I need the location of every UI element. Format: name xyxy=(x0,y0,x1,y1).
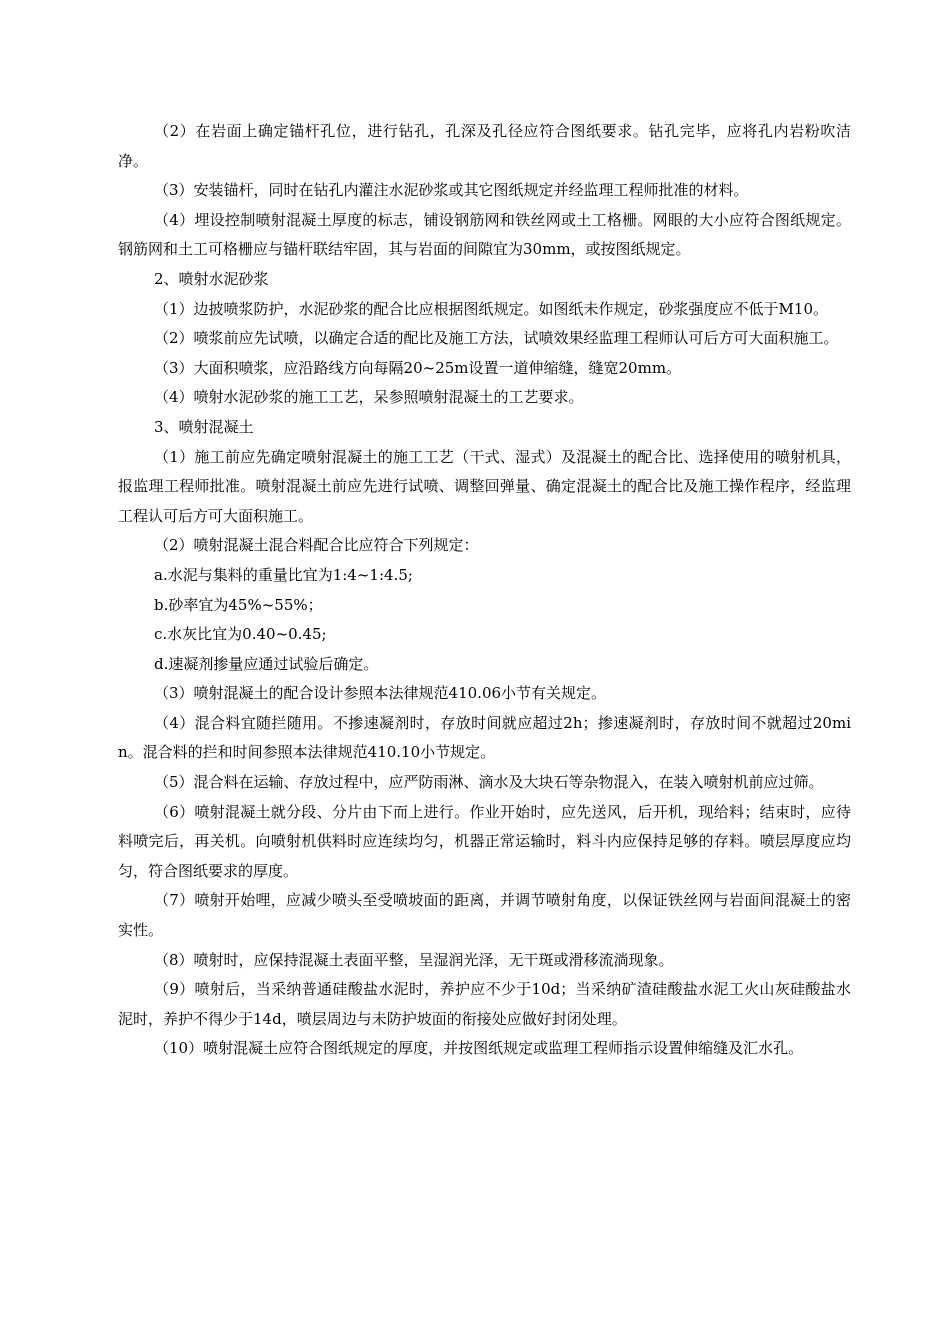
list-item-d: d.速凝剂掺量应通过试验后确定。 xyxy=(154,654,379,673)
paragraph-concrete-9: （9）喷射后，当采纳普通硅酸盐水泥时，养护应不少于10d；当采纳矿渣硅酸盐水泥工火山灰硅酸盐水泥时，养护不得少于14d，喷层周边与未防护坡面的衔接处应做好封闭处理。 xyxy=(118,980,851,1028)
paragraph-concrete-8: （8）喷射时，应保持混凝土表面平整，呈湿润光泽，无干斑或滑移流淌现象。 xyxy=(154,950,674,969)
paragraph-mortar-2: （2）喷浆前应先试喷，以确定合适的配比及施工方法，试喷效果经监理工程师认可后方可大面积施工。 xyxy=(154,329,839,348)
paragraph-concrete-7: （7）喷射开始哩，应减少喷头至受喷坡面的距离，并调节喷射角度，以保证铁丝网与岩面间混凝土的密实性。 xyxy=(118,891,851,940)
section-heading-concrete: 3、喷射混凝土 xyxy=(154,417,254,436)
list-item-c: c.水灰比宜为0.40~0.45; xyxy=(154,625,327,644)
paragraph-step-3: （3）安装锚杆，同时在钻孔内灌注水泥砂浆或其它图纸规定并经监理工程师批准的材料。 xyxy=(154,181,749,200)
paragraph-concrete-1: （1）施工前应先确定喷射混凝土的施工工艺（干式、湿式）及混凝土的配合比、选择使用的喷射机具，报监理工程师批准。喷射混凝土前应先进行试喷、调整回弹量、确定混凝土的配合比及施工操作程序，经监理工程认可后方可大面积施工。 xyxy=(118,447,851,525)
paragraph-mortar-3: （3）大面积喷浆，应沿路线方向每隔20~25m设置一道伸缩缝，缝宽20mm。 xyxy=(154,358,682,377)
paragraph-concrete-5: （5）混合料在运输、存放过程中，应严防雨淋、滴水及大块石等杂物混入，在装入喷射机前应过筛。 xyxy=(154,773,824,792)
paragraph-concrete-10: （10）喷射混凝土应符合图纸规定的厚度，并按图纸规定或监理工程师指示设置伸缩缝及汇水孔。 xyxy=(154,1039,804,1058)
paragraph-mortar-1: （1）边披喷浆防护，水泥砂浆的配合比应根据图纸规定。如图纸未作规定，砂浆强度应不低于M10。 xyxy=(154,299,828,318)
paragraph-mortar-4: （4）喷射水泥砂浆的施工工艺，呆参照喷射混凝土的工艺要求。 xyxy=(154,388,584,407)
document-body xyxy=(118,117,851,1064)
section-heading-mortar: 2、喷射水泥砂浆 xyxy=(154,269,269,288)
list-item-b: b.砂率宜为45%~55%； xyxy=(154,595,323,614)
paragraph-step-2: （2）在岩面上确定锚杆孔位，进行钻孔，孔深及孔径应符合图纸要求。钻孔完毕，应将孔内岩粉吹洁净。 xyxy=(118,122,851,170)
paragraph-concrete-4: （4）混合料宜随拦随用。不掺速凝剂时，存放时间就应超过2h；掺速凝剂时，存放时间不就超过20min。混合料的拦和时间参照本法律规范410.10小节规定。 xyxy=(118,713,851,762)
list-item-a: a.水泥与集料的重量比宜为1:4~1:4.5; xyxy=(154,565,413,584)
paragraph-step-4: （4）埋设控制喷射混凝土厚度的标志，铺设钢筋网和铁丝网或土工格栅。网眼的大小应符合图纸规定。钢筋网和土工可格栅应与锚杆联结牢固，其与岩面的间隙宜为30mm，或按图纸规定。 xyxy=(118,210,851,259)
paragraph-concrete-3: （3）喷射混凝土的配合设计参照本法律规范410.06小节有关规定。 xyxy=(154,684,607,703)
paragraph-concrete-2: （2）喷射混凝土混合料配合比应符合下列规定： xyxy=(154,536,479,555)
paragraph-concrete-6: （6）喷射混凝土就分段、分片由下而上进行。作业开始时，应先送风，后开机，现给料；结束时，应待料喷完后，再关机。向喷射机供料时应连续均匀，机器正常运输时，料斗内应保持足够的存料。喷层厚度应均匀，符合图纸要求的厚度。 xyxy=(118,802,851,880)
